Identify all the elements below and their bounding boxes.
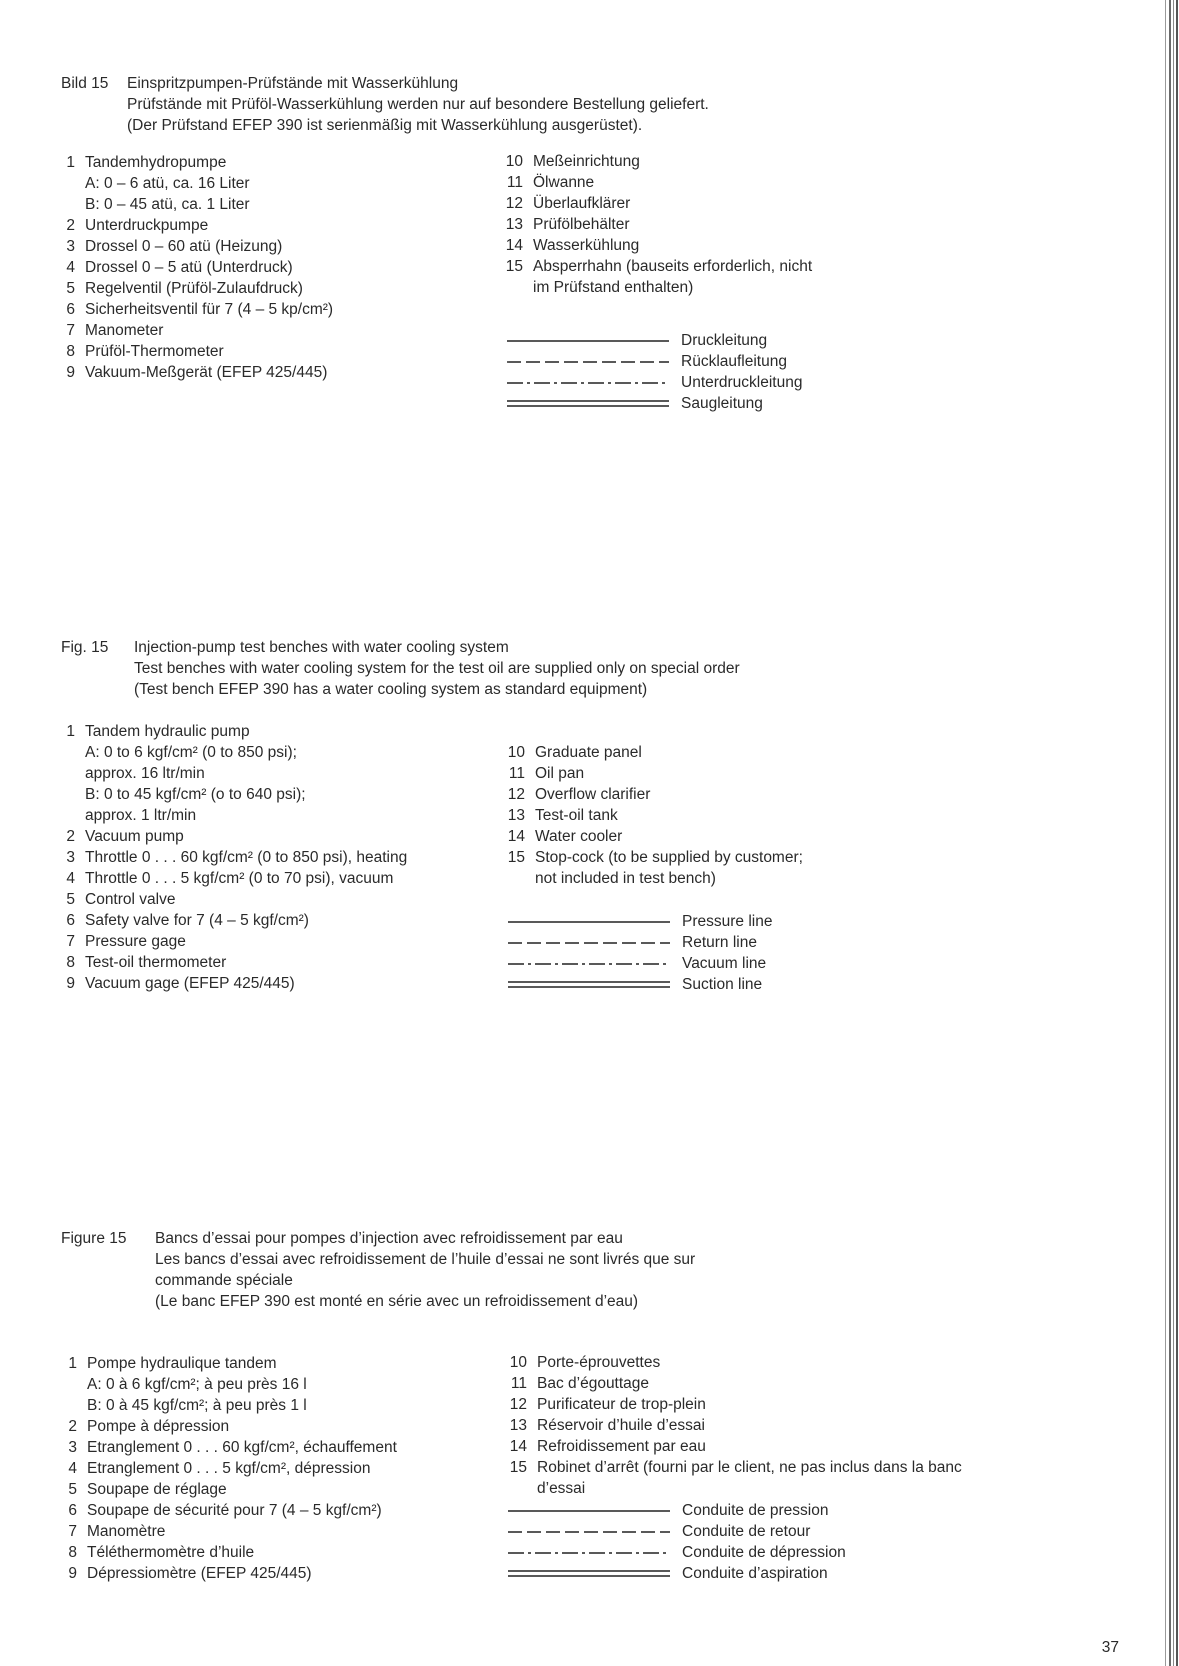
item-text: Porte-éprouvettes xyxy=(537,1354,661,1371)
item-number: 6 xyxy=(66,301,75,318)
solid-line-swatch xyxy=(508,918,670,926)
list-item xyxy=(52,1437,397,1458)
item-text: Ölwanne xyxy=(533,174,595,191)
item-text: Throttle 0 . . . 5 kgf/cm² (0 to 70 psi), vacuum xyxy=(85,870,394,887)
item-text: Pompe hydraulique tandem xyxy=(87,1355,277,1372)
item-text: Test-oil tank xyxy=(535,807,618,824)
item-number: 3 xyxy=(68,1439,77,1456)
item-number: 4 xyxy=(66,870,75,887)
item-text: Safety valve for 7 (4 – 5 kgf/cm²) xyxy=(85,912,309,929)
list-item xyxy=(52,1416,397,1437)
legend-entry xyxy=(508,974,772,995)
item-text: Manometer xyxy=(85,322,164,339)
item-number: 11 xyxy=(508,765,525,782)
legend-label: Vacuum line xyxy=(682,955,767,972)
item-number: 1 xyxy=(66,154,75,171)
item-number: 8 xyxy=(66,343,75,360)
list-item xyxy=(500,763,803,784)
item-text: approx. 16 ltr/min xyxy=(85,765,205,782)
list-item xyxy=(50,868,407,889)
item-text: Réservoir d’huile d’essai xyxy=(537,1417,705,1434)
list-item xyxy=(52,1542,397,1563)
list-item xyxy=(50,236,333,257)
item-text: Etranglement 0 . . . 60 kgf/cm², échauffement xyxy=(87,1439,397,1456)
item-text: Graduate panel xyxy=(535,744,642,761)
legend-label: Pressure line xyxy=(682,913,773,930)
parts-list-left xyxy=(50,721,407,994)
item-number: 7 xyxy=(66,933,75,950)
item-number: 8 xyxy=(68,1544,77,1561)
list-item xyxy=(502,1394,962,1415)
legend-label: Conduite de dépression xyxy=(682,1544,846,1561)
item-number: 14 xyxy=(507,828,525,845)
item-text: Unterdruckpumpe xyxy=(85,217,209,234)
legend-entry xyxy=(508,1542,846,1563)
item-text: Soupape de sécurité pour 7 (4 – 5 kgf/cm²) xyxy=(87,1502,382,1519)
legend-entry xyxy=(507,393,802,414)
legend-label: Conduite de retour xyxy=(682,1523,811,1540)
caption-line: (Test bench EFEP 390 has a water cooling system as standard equipment) xyxy=(134,681,648,698)
legend-entry xyxy=(508,1521,846,1542)
list-item xyxy=(50,299,333,320)
caption-line: commande spéciale xyxy=(155,1272,293,1289)
list-item xyxy=(498,151,812,172)
item-number: 15 xyxy=(509,1459,527,1476)
legend-entry xyxy=(508,1500,846,1521)
list-item xyxy=(50,320,333,341)
list-item xyxy=(50,910,407,931)
item-text: Meßeinrichtung xyxy=(533,153,640,170)
list-item xyxy=(500,826,803,847)
item-text: Drossel 0 – 60 atü (Heizung) xyxy=(85,238,283,255)
dashed-line-swatch xyxy=(508,1528,670,1536)
item-number: 11 xyxy=(510,1375,527,1392)
list-item xyxy=(500,847,803,889)
parts-list-left xyxy=(50,152,333,383)
legend-label: Unterdruckleitung xyxy=(681,374,803,391)
list-item xyxy=(502,1373,962,1394)
list-item xyxy=(502,1436,962,1457)
parts-list-left xyxy=(52,1353,397,1584)
item-text: A: 0 – 6 atü, ca. 16 Liter xyxy=(85,175,250,192)
item-text: approx. 1 ltr/min xyxy=(85,807,197,824)
legend-entry xyxy=(507,372,802,393)
item-text: B: 0 à 45 kgf/cm²; à peu près 1 l xyxy=(87,1397,307,1414)
item-number: 3 xyxy=(66,849,75,866)
item-number: 2 xyxy=(68,1418,77,1435)
item-number: 13 xyxy=(509,1417,527,1434)
list-item xyxy=(50,931,407,952)
list-item xyxy=(50,847,407,868)
caption-line: Test benches with water cooling system for the test oil are supplied only on special order xyxy=(134,660,740,677)
item-text: Pompe à dépression xyxy=(87,1418,230,1435)
line-legend xyxy=(508,1500,846,1584)
parts-list-right xyxy=(498,151,812,298)
item-text: Vacuum gage (EFEP 425/445) xyxy=(85,975,295,992)
legend-entry xyxy=(508,1563,846,1584)
item-number: 12 xyxy=(505,195,523,212)
legend-label: Suction line xyxy=(682,976,763,993)
item-number: 6 xyxy=(68,1502,77,1519)
item-number: 5 xyxy=(66,280,75,297)
caption-title: Injection-pump test benches with water cooling system xyxy=(134,639,509,656)
item-number: 10 xyxy=(507,744,525,761)
caption-line: Les bancs d’essai avec refroidissement de l’huile d’essai ne sont livrés que sur xyxy=(155,1251,696,1268)
list-item xyxy=(50,152,333,215)
item-number: 15 xyxy=(505,258,523,275)
item-number: 9 xyxy=(68,1565,77,1582)
item-text: not included in test bench) xyxy=(535,870,716,887)
item-number: 14 xyxy=(505,237,523,254)
item-number: 10 xyxy=(509,1354,527,1371)
dashdot-line-swatch xyxy=(508,960,670,968)
legend-label: Conduite d’aspiration xyxy=(682,1565,828,1582)
legend-label: Rücklaufleitung xyxy=(681,353,787,370)
item-text: Oil pan xyxy=(535,765,585,782)
item-number: 6 xyxy=(66,912,75,929)
item-text: Soupape de réglage xyxy=(87,1481,227,1498)
double-line-swatch xyxy=(508,1569,670,1579)
list-item xyxy=(52,1563,397,1584)
item-number: 15 xyxy=(507,849,525,866)
list-item xyxy=(50,362,333,383)
item-text: Téléthermomètre d’huile xyxy=(87,1544,255,1561)
list-item xyxy=(498,214,812,235)
item-number: 9 xyxy=(66,975,75,992)
list-item xyxy=(50,826,407,847)
item-text: A: 0 à 6 kgf/cm²; à peu près 16 l xyxy=(87,1376,307,1393)
item-number: 13 xyxy=(507,807,525,824)
legend-entry xyxy=(508,953,772,974)
item-text: Prüföl-Thermometer xyxy=(85,343,224,360)
item-text: Tandemhydropumpe xyxy=(85,154,227,171)
parts-list-right xyxy=(502,1352,962,1499)
list-item xyxy=(500,805,803,826)
dashed-line-swatch xyxy=(508,939,670,947)
dashdot-line-swatch xyxy=(508,1549,670,1557)
item-number: 12 xyxy=(509,1396,527,1413)
item-text: Robinet d’arrêt (fourni par le client, ne pas inclus dans la banc xyxy=(537,1459,962,1476)
item-number: 7 xyxy=(66,322,75,339)
item-text: Drossel 0 – 5 atü (Unterdruck) xyxy=(85,259,293,276)
binding-edge xyxy=(1163,0,1179,1666)
item-text: B: 0 – 45 atü, ca. 1 Liter xyxy=(85,196,250,213)
item-text: Vacuum pump xyxy=(85,828,184,845)
item-text: Test-oil thermometer xyxy=(85,954,227,971)
item-text: Regelventil (Prüföl-Zulaufdruck) xyxy=(85,280,303,297)
item-number: 14 xyxy=(509,1438,527,1455)
list-item xyxy=(500,784,803,805)
item-text: Purificateur de trop-plein xyxy=(537,1396,706,1413)
item-text: Stop-cock (to be supplied by customer; xyxy=(535,849,803,866)
item-number: 8 xyxy=(66,954,75,971)
item-number: 1 xyxy=(68,1355,77,1372)
line-legend xyxy=(507,330,802,414)
caption-line: (Le banc EFEP 390 est monté en série avec un refroidissement d’eau) xyxy=(155,1293,639,1310)
page-number: 37 xyxy=(1101,1639,1119,1656)
list-item xyxy=(52,1458,397,1479)
item-number: 2 xyxy=(66,828,75,845)
item-text: Overflow clarifier xyxy=(535,786,651,803)
list-item xyxy=(498,256,812,298)
list-item xyxy=(50,889,407,910)
item-text: Absperrhahn (bauseits erforderlich, nicht xyxy=(533,258,813,275)
item-text: Tandem hydraulic pump xyxy=(85,723,250,740)
item-text: Throttle 0 . . . 60 kgf/cm² (0 to 850 psi), heating xyxy=(85,849,408,866)
item-text: Sicherheitsventil für 7 (4 – 5 kp/cm²) xyxy=(85,301,334,318)
figure-label: Fig. 15 xyxy=(61,639,109,656)
item-number: 5 xyxy=(68,1481,77,1498)
figure-label: Bild 15 xyxy=(61,75,109,92)
item-number: 13 xyxy=(505,216,523,233)
caption-title: Bancs d’essai pour pompes d’injection avec refroidissement par eau xyxy=(155,1230,623,1247)
list-item xyxy=(498,235,812,256)
legend-label: Druckleitung xyxy=(681,332,768,349)
figure-label: Figure 15 xyxy=(61,1230,127,1247)
item-text: d’essai xyxy=(537,1480,586,1497)
item-text: Vakuum-Meßgerät (EFEP 425/445) xyxy=(85,364,328,381)
list-item xyxy=(50,215,333,236)
list-item xyxy=(50,278,333,299)
list-item xyxy=(502,1352,962,1373)
caption-line: (Der Prüfstand EFEP 390 ist serienmäßig mit Wasserkühlung ausgerüstet). xyxy=(127,117,643,134)
item-number: 10 xyxy=(505,153,523,170)
legend-entry xyxy=(507,351,802,372)
parts-list-right xyxy=(500,742,803,889)
item-text: Wasserkühlung xyxy=(533,237,640,254)
item-number: 11 xyxy=(506,174,523,191)
list-item xyxy=(502,1415,962,1436)
item-number: 4 xyxy=(68,1460,77,1477)
item-number: 5 xyxy=(66,891,75,908)
item-text: im Prüfstand enthalten) xyxy=(533,279,694,296)
item-number: 1 xyxy=(66,723,75,740)
dashed-line-swatch xyxy=(507,358,669,366)
dashdot-line-swatch xyxy=(507,379,669,387)
list-item xyxy=(50,257,333,278)
caption-title: Einspritzpumpen-Prüfstände mit Wasserkühlung xyxy=(127,75,459,92)
item-text: Control valve xyxy=(85,891,176,908)
list-item xyxy=(502,1457,962,1499)
item-text: Etranglement 0 . . . 5 kgf/cm², dépression xyxy=(87,1460,371,1477)
list-item xyxy=(500,742,803,763)
item-number: 7 xyxy=(68,1523,77,1540)
list-item xyxy=(50,973,407,994)
list-item xyxy=(498,172,812,193)
item-text: Überlaufklärer xyxy=(533,195,631,212)
list-item xyxy=(498,193,812,214)
item-text: Prüfölbehälter xyxy=(533,216,630,233)
item-text: Manomètre xyxy=(87,1523,166,1540)
item-number: 9 xyxy=(66,364,75,381)
item-text: Dépressiomètre (EFEP 425/445) xyxy=(87,1565,312,1582)
item-text: Pressure gage xyxy=(85,933,186,950)
legend-label: Conduite de pression xyxy=(682,1502,829,1519)
list-item xyxy=(50,341,333,362)
list-item xyxy=(50,721,407,826)
double-line-swatch xyxy=(507,399,669,409)
solid-line-swatch xyxy=(507,337,669,345)
legend-label: Return line xyxy=(682,934,757,951)
legend-entry xyxy=(507,330,802,351)
item-text: Water cooler xyxy=(535,828,623,845)
list-item xyxy=(52,1479,397,1500)
item-number: 4 xyxy=(66,259,75,276)
caption-line: Prüfstände mit Prüföl-Wasserkühlung werden nur auf besondere Bestellung geliefert. xyxy=(127,96,709,113)
legend-entry xyxy=(508,911,772,932)
double-line-swatch xyxy=(508,980,670,990)
list-item xyxy=(50,952,407,973)
item-number: 12 xyxy=(507,786,525,803)
legend-label: Saugleitung xyxy=(681,395,763,412)
item-number: 2 xyxy=(66,217,75,234)
item-text: Refroidissement par eau xyxy=(537,1438,706,1455)
item-text: Bac d’égouttage xyxy=(537,1375,650,1392)
item-number: 3 xyxy=(66,238,75,255)
list-item xyxy=(52,1353,397,1416)
legend-entry xyxy=(508,932,772,953)
line-legend xyxy=(508,911,772,995)
list-item xyxy=(52,1521,397,1542)
solid-line-swatch xyxy=(508,1507,670,1515)
list-item xyxy=(52,1500,397,1521)
item-text: A: 0 to 6 kgf/cm² (0 to 850 psi); xyxy=(85,744,297,761)
item-text: B: 0 to 45 kgf/cm² (o to 640 psi); xyxy=(85,786,306,803)
